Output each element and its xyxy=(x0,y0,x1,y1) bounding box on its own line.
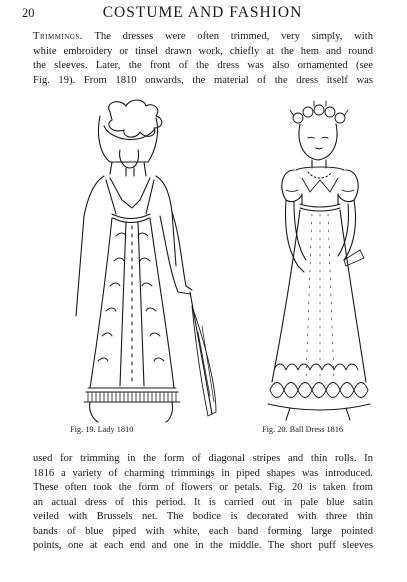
continuation-paragraph xyxy=(33,452,373,554)
figure-20-caption: Fig. 20. Ball Dress 1816 xyxy=(262,425,344,434)
body-line: used for trimming in the form of diagonal stripes and thin rolls. In xyxy=(33,453,373,464)
body-line: an actual dress of this period. It is carried out in pale blue satin xyxy=(33,496,373,508)
body-line: veiled with Brussels net. The bodice is decorated with three thin xyxy=(33,511,373,522)
body-line: 1816 a variety of charming trimmings in piped shapes was introduced. xyxy=(33,467,373,479)
body-line: points, one at each end and one in the middle. The short puff sleeves xyxy=(33,540,373,551)
intro-line: Fig. 19). From 1810 onwards, the material of the dress itself was xyxy=(33,74,373,86)
figure-19-lady-1810 xyxy=(40,96,220,424)
figure-19-caption: Fig. 19. Lady 1810 xyxy=(70,425,134,434)
figure-20-ball-dress-1816 xyxy=(242,100,392,425)
lead-word: Trimmings. xyxy=(33,31,83,42)
body-line: bands of blue piped with white, each band forming large pointed xyxy=(33,525,373,537)
intro-line: the sleeves. Later, the front of the dress was also ornamented (see xyxy=(33,60,373,71)
page-header xyxy=(22,4,383,24)
intro-line: white embroidery or tinsel drawn work, chiefly at the hem and round xyxy=(33,45,373,57)
running-title: COSTUME AND FASHION xyxy=(102,4,303,21)
intro-paragraph xyxy=(33,30,373,88)
intro-line: Trimmings. The dresses were often trimmed, very simply, with xyxy=(33,31,373,42)
body-line: These often took the form of flowers or petals. Fig. 20 is taken from xyxy=(33,482,373,493)
page-number: 20 xyxy=(22,6,35,20)
